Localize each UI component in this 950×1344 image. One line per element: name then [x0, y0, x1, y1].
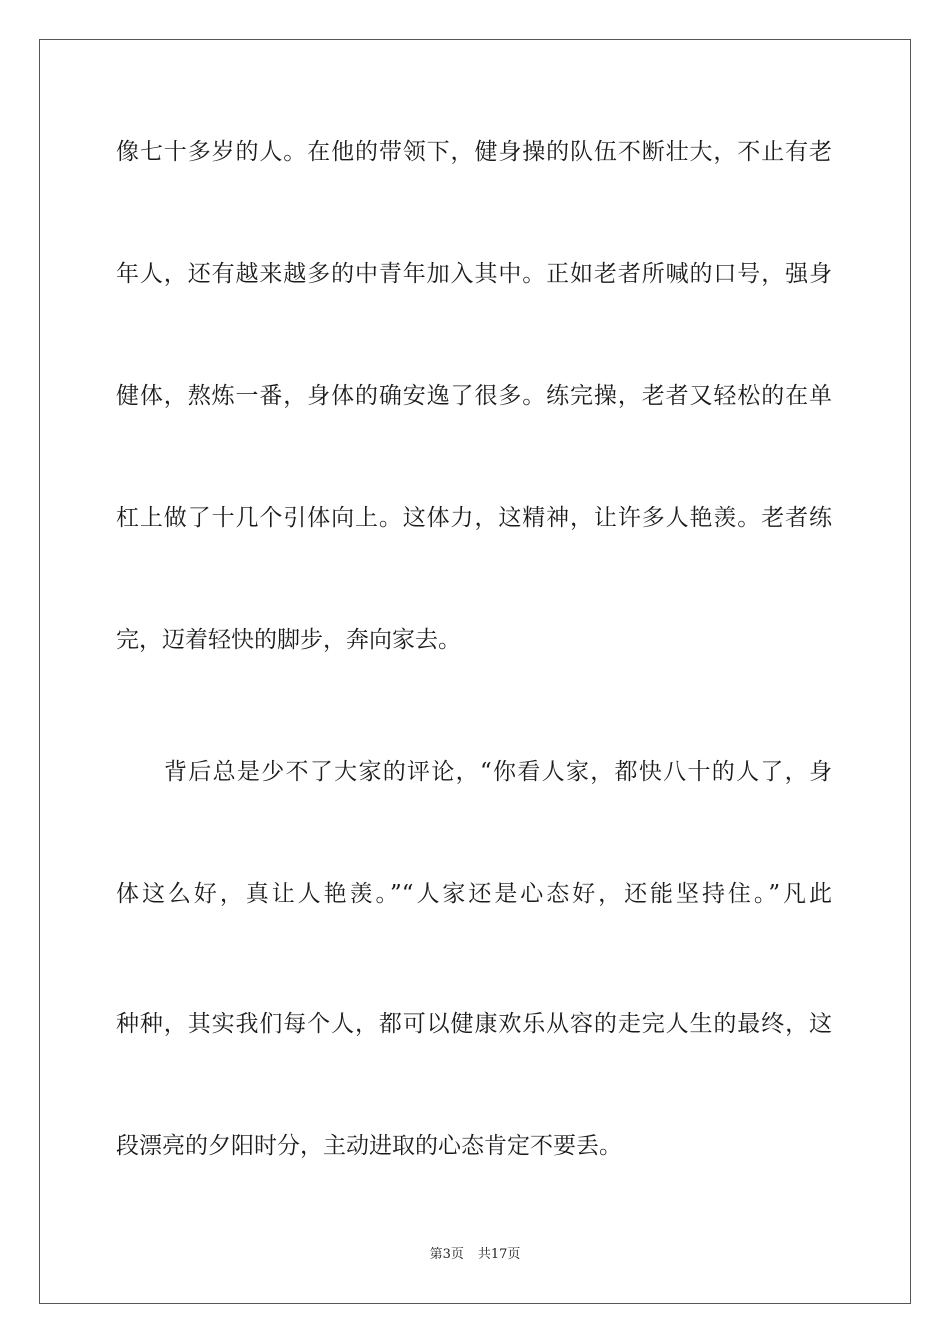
total-pages-label: 共17页	[477, 1247, 521, 1262]
page-border	[39, 39, 911, 1304]
paragraph-1-line-2: 年人，还有越来越多的中青年加入其中。正如老者所喊的口号，强身	[116, 261, 832, 287]
page-footer	[0, 1247, 950, 1263]
paragraph-2-line-3: 种种，其实我们每个人，都可以健康欢乐从容的走完人生的最终，这	[116, 1011, 832, 1037]
paragraph-1-line-1: 像七十多岁的人。在他的带领下，健身操的队伍不断壮大，不止有老	[116, 139, 832, 165]
paragraph-1-line-5: 完，迈着轻快的脚步，奔向家去。	[116, 627, 461, 653]
paragraph-1-line-3: 健体，熬炼一番，身体的确安逸了很多。练完操，老者又轻松的在单	[116, 383, 832, 409]
page-number-label: 第3页	[429, 1247, 464, 1262]
paragraph-2-line-2: 体这么好，真让人艳羡。”“人家还是心态好，还能坚持住。”凡此	[116, 881, 832, 907]
paragraph-1-line-4: 杠上做了十几个引体向上。这体力，这精神，让许多人艳羡。老者练	[116, 505, 832, 531]
paragraph-2-line-1: 背后总是少不了大家的评论，“你看人家，都快八十的人了，身	[164, 759, 832, 785]
paragraph-2-line-4: 段漂亮的夕阳时分，主动进取的心态肯定不要丢。	[116, 1133, 622, 1159]
